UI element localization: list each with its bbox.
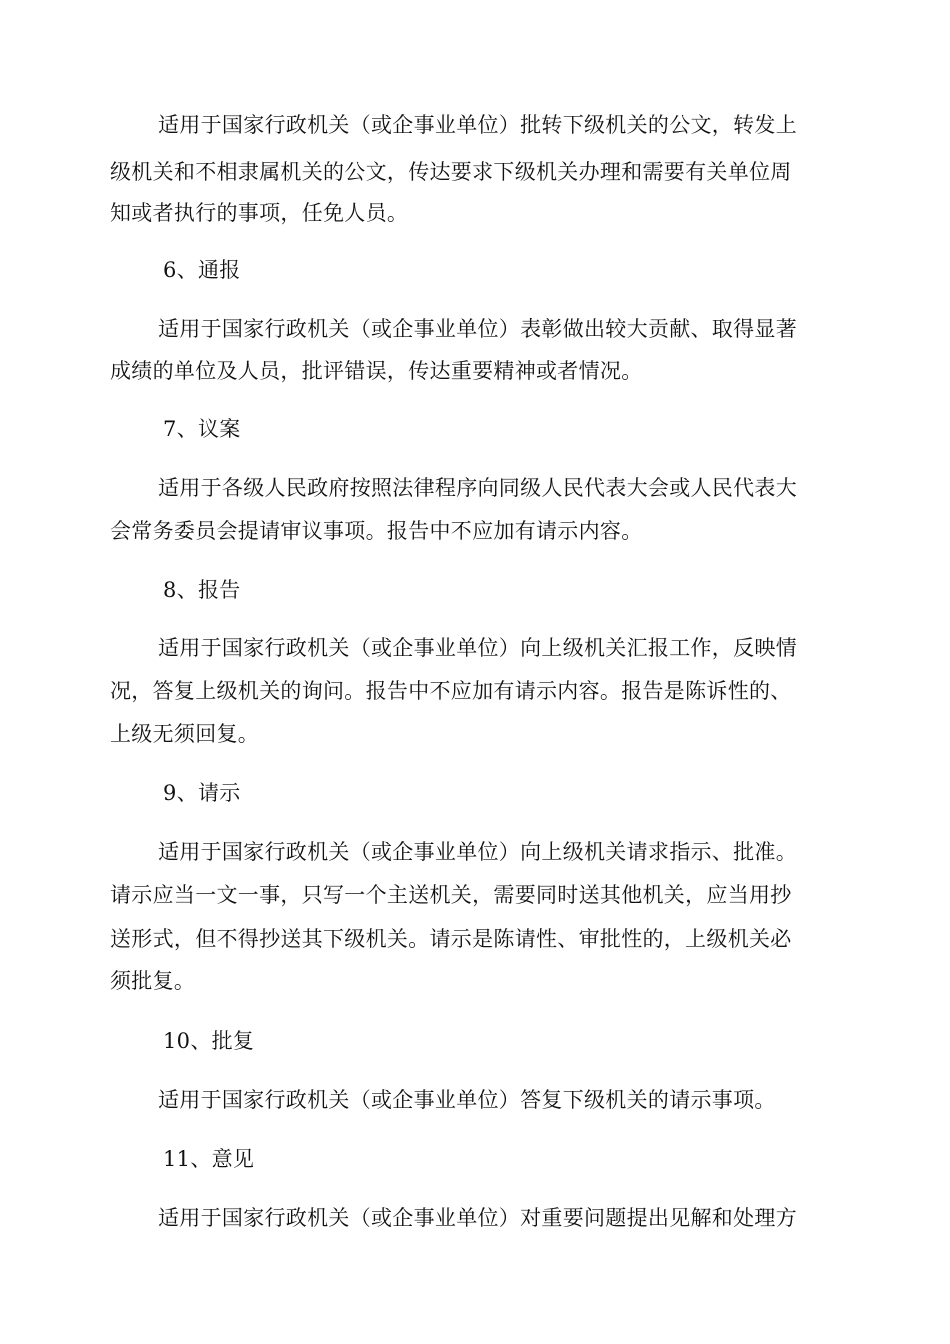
paragraph-line: 适用于国家行政机关（或企事业单位）向上级机关请求指示、批准。 <box>158 840 797 864</box>
paragraph-line: 送形式，但不得抄送其下级机关。请示是陈请性、审批性的，上级机关必 <box>110 927 792 951</box>
section-heading-11: 11、意见 <box>163 1147 255 1171</box>
paragraph-line: 适用于国家行政机关（或企事业单位）表彰做出较大贡献、取得显著 <box>158 317 797 341</box>
section-heading-7: 7、议案 <box>163 417 241 441</box>
paragraph-line: 适用于各级人民政府按照法律程序向同级人民代表大会或人民代表大 <box>158 476 797 500</box>
paragraph-line: 适用于国家行政机关（或企事业单位）对重要问题提出见解和处理方 <box>158 1206 797 1230</box>
paragraph-line: 会常务委员会提请审议事项。报告中不应加有请示内容。 <box>110 519 643 543</box>
paragraph-line: 知或者执行的事项，任免人员。 <box>110 201 409 225</box>
paragraph-line: 级机关和不相隶属机关的公文，传达要求下级机关办理和需要有关单位周 <box>110 160 792 184</box>
section-heading-10: 10、批复 <box>163 1029 255 1053</box>
paragraph-line: 适用于国家行政机关（或企事业单位）向上级机关汇报工作，反映情 <box>158 636 797 660</box>
section-heading-9: 9、请示 <box>163 781 241 805</box>
paragraph-line: 请示应当一文一事，只写一个主送机关，需要同时送其他机关，应当用抄 <box>110 883 792 907</box>
paragraph-line: 成绩的单位及人员，批评错误，传达重要精神或者情况。 <box>110 359 643 383</box>
paragraph-line: 上级无须回复。 <box>110 722 260 746</box>
section-heading-6: 6、通报 <box>163 258 241 282</box>
paragraph-line: 适用于国家行政机关（或企事业单位）答复下级机关的请示事项。 <box>158 1088 776 1112</box>
paragraph-line: 适用于国家行政机关（或企事业单位）批转下级机关的公文，转发上 <box>158 113 797 137</box>
paragraph-line: 须批复。 <box>110 969 196 993</box>
paragraph-line: 况，答复上级机关的询问。报告中不应加有请示内容。报告是陈诉性的、 <box>110 679 792 703</box>
section-heading-8: 8、报告 <box>163 578 241 602</box>
